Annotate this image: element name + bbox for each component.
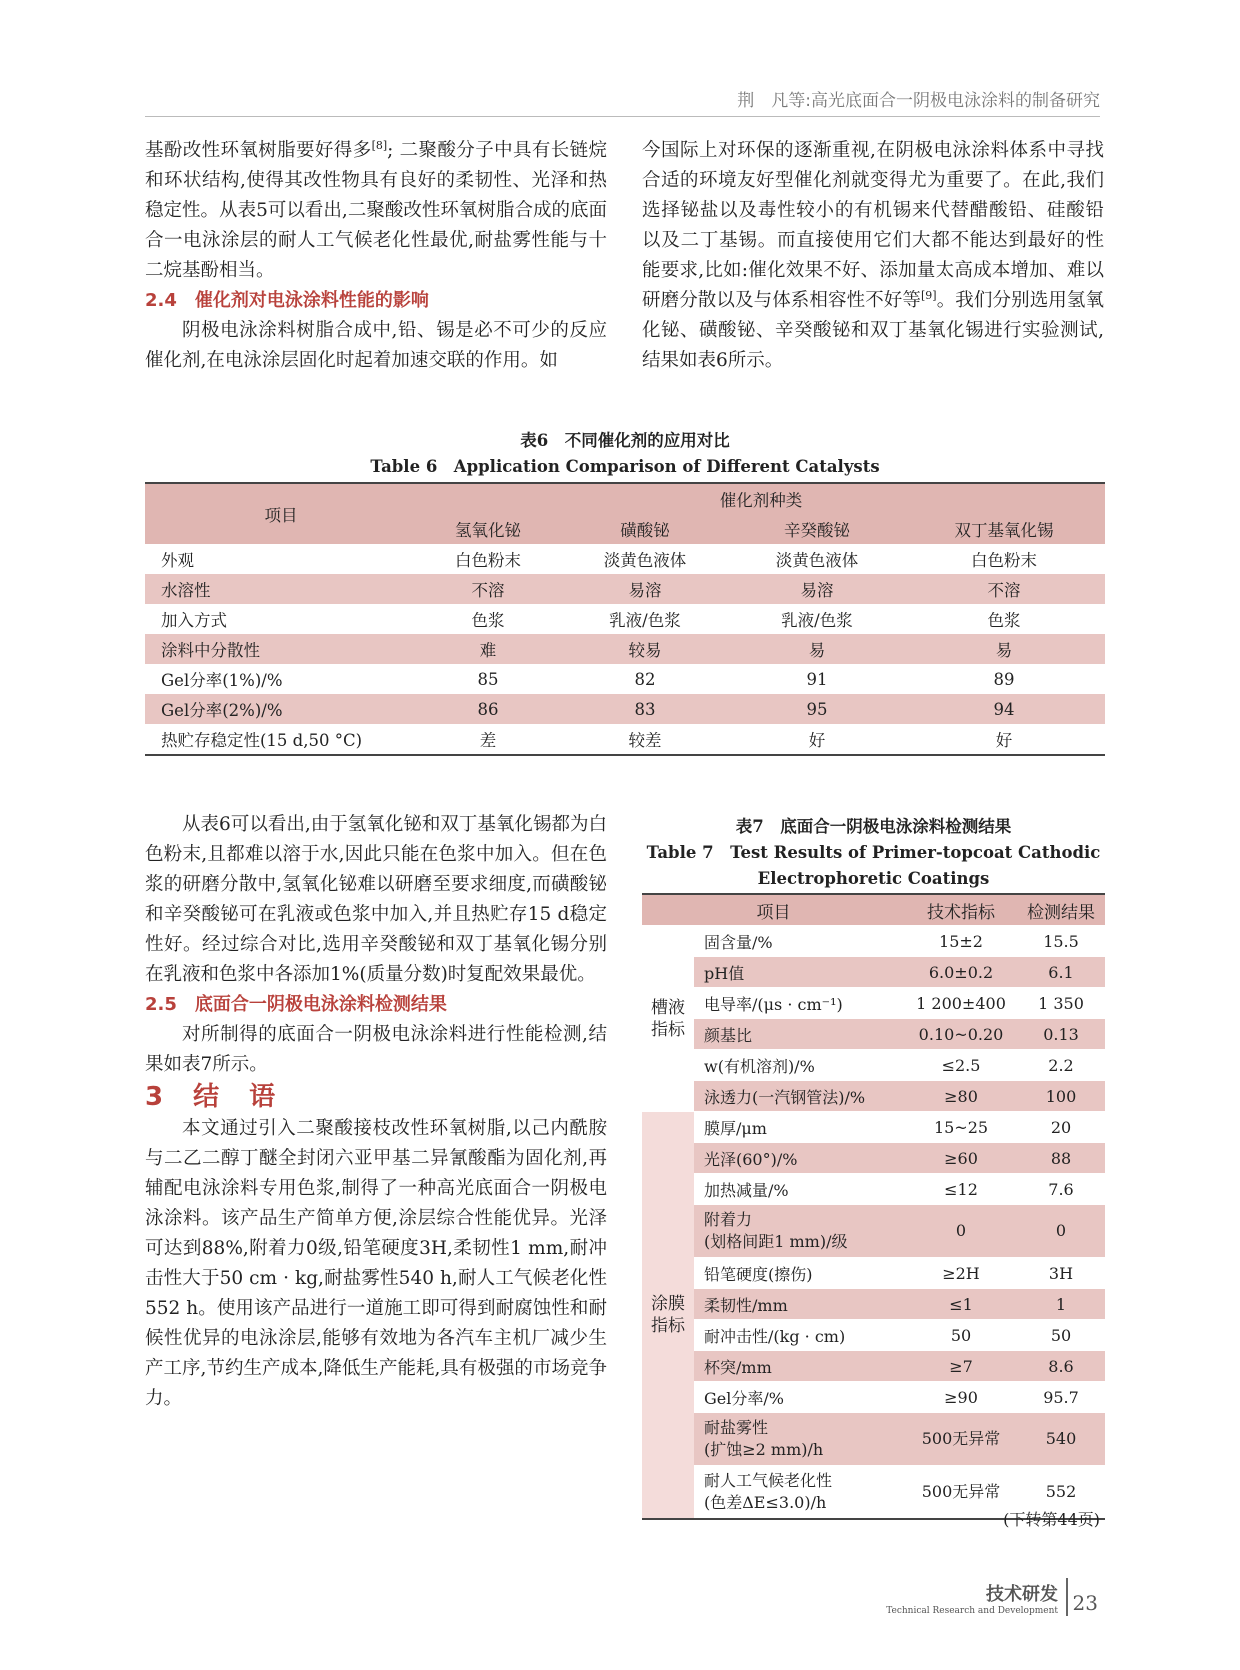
table-row: 柔韧性/mm ≤1 1 xyxy=(642,1289,1105,1320)
citation[interactable]: [8] xyxy=(371,138,388,152)
left-column-bottom xyxy=(145,810,607,1414)
table-row: 涂料中分散性 难 较易 易 易 xyxy=(145,634,1105,664)
row-group-label: 槽液指标 xyxy=(642,926,694,1112)
table-row: 热贮存稳定性(15 d,50 °C) 差 较差 好 好 xyxy=(161,731,1013,750)
table6 xyxy=(145,482,1105,756)
paragraph: 阴极电泳涂料树脂合成中,铅、锡是必不可少的反应催化剂,在电泳涂层固化时起着加速交联的作用。如 xyxy=(145,320,607,371)
table-row: 水溶性 不溶 易溶 易溶 不溶 xyxy=(145,574,1105,604)
table-row: pH值 6.0±0.2 6.1 xyxy=(642,957,1105,988)
table-row: Gel分率/% ≥90 95.7 xyxy=(642,1382,1105,1413)
table-row: 杯突/mm ≥7 8.6 xyxy=(642,1351,1105,1382)
table7-caption: 表7 底面合一阴极电泳涂料检测结果 Table 7 Test Results of Primer-topcoat Cathodic Electrophoretic Coatings xyxy=(646,817,1101,888)
table-row: Gel分率(1%)/% 85 82 91 89 xyxy=(161,669,1015,690)
table-header: 双丁基氧化锡 xyxy=(903,514,1105,544)
paragraph: 对所制得的底面合一阴极电泳涂料进行性能检测,结果如表7所示。 xyxy=(145,1024,607,1075)
footer-divider xyxy=(1066,1578,1068,1616)
table-row: 电导率/(μs · cm⁻¹) 1 200±400 1 350 xyxy=(642,988,1105,1019)
table-row: 耐盐雾性 (扩蚀≥2 mm)/h 500无异常 540 xyxy=(642,1413,1105,1466)
table7 xyxy=(642,893,1105,1520)
table6-caption: 表6 不同催化剂的应用对比 Table 6 Application Comparison of Different Catalysts xyxy=(370,431,880,476)
table-header: 技术指标 xyxy=(905,894,1017,926)
table-row: 泳透力(一汽钢管法)/% ≥80 100 xyxy=(642,1081,1105,1112)
section-heading-2-4: 2.4 催化剂对电泳涂料性能的影响 xyxy=(145,290,429,311)
table-row: 附着力 (划格间距1 mm)/级 0 0 xyxy=(642,1205,1105,1258)
table-header: 检测结果 xyxy=(1017,894,1105,926)
table-row: 槽液指标 固含量/% 15±2 15.5 xyxy=(642,926,1105,957)
section-heading-3: 3 结 语 xyxy=(145,1082,278,1112)
paragraph: 本文通过引入二聚酸接枝改性环氧树脂,以己内酰胺与二乙二醇丁醚全封闭六亚甲基二异氰酸酯为固化剂,再辅配电泳涂料专用色浆,制得了一种高光底面合一阴极电泳涂料。该产品生产简单方便,涂层综合性能优异。光泽可达到88%,附着力0级,铅笔硬度3H,柔韧性1 mm,耐冲击性大于50 cm · kg,耐盐雾性540 h,耐人工气候老化性552 h。使用该产品进行一道施工即可得到耐腐蚀性和耐候性优异的电泳涂层,能够有效地为各汽车主机厂减少生产工序,节约生产成本,降低生产能耗,具有极强的市场竞争力。 xyxy=(145,1118,607,1409)
right-column-top xyxy=(642,136,1104,376)
table-row: 外观 白色粉末 淡黄色液体 淡黄色液体 白色粉末 xyxy=(161,551,1037,570)
table-header: 氢氧化铋 xyxy=(417,514,559,544)
paragraph: 从表6可以看出,由于氢氧化铋和双丁基氧化锡都为白色粉末,且都难以溶于水,因此只能在色浆中加入。但在色浆的研磨分散中,氢氧化铋难以研磨至要求细度,而磺酸铋和辛癸酸铋可在乳液或色浆中加入,并且热贮存15 d稳定性好。经过综合对比,选用辛癸酸铋和双丁基氧化锡分别在乳液和色浆中各添加1%(质量分数)时复配效果最优。 xyxy=(145,814,607,985)
citation[interactable]: [9] xyxy=(921,288,937,302)
table-header: 项目 xyxy=(642,894,905,926)
paragraph: 今国际上对环保的逐渐重视,在阴极电泳涂料体系中寻找合适的环境友好型催化剂就变得尤为重要了。在此,我们选择铋盐以及毒性较小的有机锡来代替醋酸铅、硅酸铅以及二丁基锡。而直接使用它们大都不能达到最好的性能要求,比如:催化效果不好、添加量太高成本增加、难以研磨分散以及与体系相容性不好等[9]。我们分别选用氢氧化铋、磺酸铋、辛癸酸铋和双丁基氧化锡进行实验测试,结果如表6所示。 xyxy=(642,140,1104,371)
table-row: Gel分率(2%)/% 86 83 95 94 xyxy=(145,694,1105,724)
table-row: 耐冲击性/(kg · cm) 50 50 xyxy=(642,1320,1105,1351)
table-row: 加热减量/% ≤12 7.6 xyxy=(642,1174,1105,1205)
table-header: 项目 xyxy=(145,483,417,544)
table-row: 铅笔硬度(擦伤) ≥2H 3H xyxy=(642,1258,1105,1289)
running-header: 荆 凡等:高光底面合一阴极电泳涂料的制备研究 xyxy=(145,86,1100,117)
table-row: 加入方式 色浆 乳液/色浆 乳液/色浆 色浆 xyxy=(161,611,1021,630)
section-heading-2-5: 2.5 底面合一阴极电泳涂料检测结果 xyxy=(145,994,447,1015)
page-number: 23 xyxy=(1072,1591,1098,1615)
row-group-label: 涂膜指标 xyxy=(642,1112,694,1520)
table-header: 磺酸铋 xyxy=(559,514,731,544)
table-row: 耐人工气候老化性 (色差ΔE≤3.0)/h 500无异常 552 xyxy=(642,1466,1105,1520)
footer-section: 技术研发 Technical Research and Development xyxy=(886,1584,1058,1616)
table-header: 辛癸酸铋 xyxy=(731,514,903,544)
continuation-note: (下转第44页) xyxy=(1003,1510,1100,1529)
table-header: 催化剂种类 xyxy=(417,483,1105,514)
table-row: 颜基比 0.10~0.20 0.13 xyxy=(642,1019,1105,1050)
table-row: 光泽(60°)/% ≥60 88 xyxy=(642,1143,1105,1174)
paragraph: 基酚改性环氧树脂要好得多[8]; 二聚酸分子中具有长链烷和环状结构,使得其改性物具有良好的柔韧性、光泽和热稳定性。从表5可以看出,二聚酸改性环氧树脂合成的底面合一电泳涂层的耐人工气候老化性最优,耐盐雾性能与十二烷基酚相当。 xyxy=(145,138,607,281)
table-row: w(有机溶剂)/% ≤2.5 2.2 xyxy=(642,1050,1105,1081)
left-column-top xyxy=(145,136,607,376)
table-row: 涂膜指标 膜厚/μm 15~25 20 xyxy=(642,1112,1105,1143)
